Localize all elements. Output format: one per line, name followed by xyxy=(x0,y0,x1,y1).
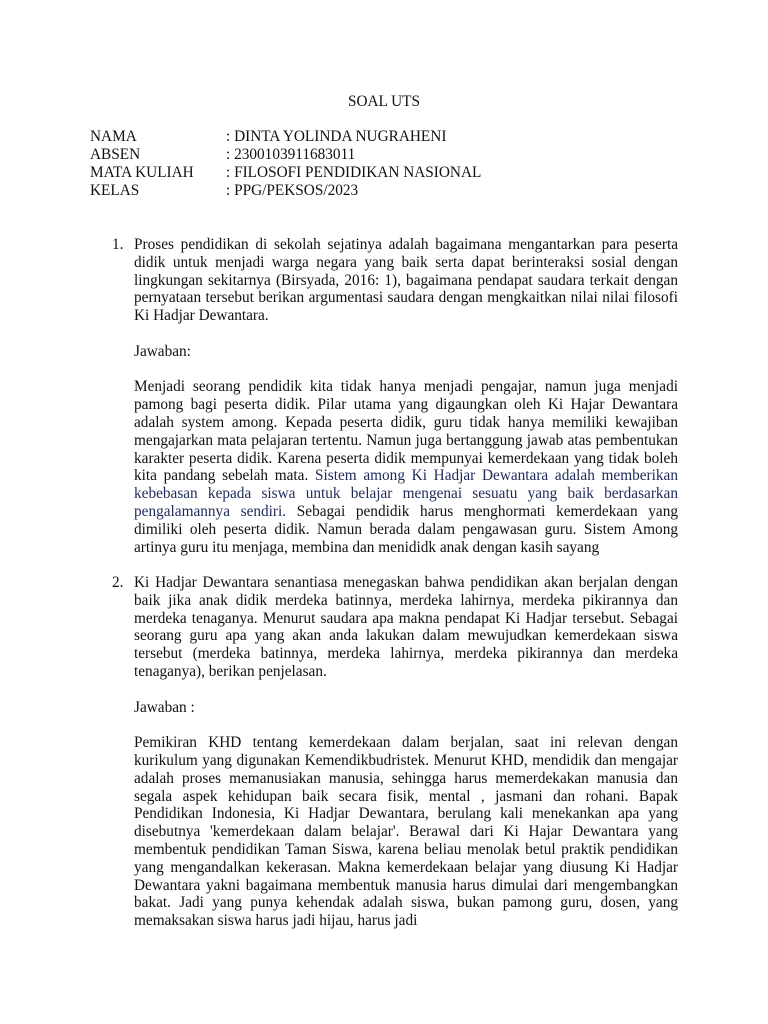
question-text: Proses pendidikan di sekolah sejatinya adalah bagaimana mengantarkan para peserta didik untuk menjadi warga negara yang baik serta dapat berinteraksi sosial dengan lingkungan sekitarnya (Birsyada, 2016: 1), bagaimana pendapat saudara terkait dengan pernyataan tersebut berikan argumentasi saudara dengan mengkaitkan nilai nilai filosofi Ki Hadjar Dewantara. xyxy=(134,236,678,325)
question-number: 1. xyxy=(112,236,124,253)
question-1 xyxy=(112,236,678,556)
question-text: Ki Hadjar Dewantara senantiasa menegaskan bahwa pendidikan akan berjalan dengan baik jika anak didik merdeka batinnya, merdeka lahirnya, merdeka pikirannya dan merdeka tenaganya. Menurut saudara apa makna pendapat Ki Hadjar tersebut. Sebagai seorang guru apa yang akan anda lakukan dalam mewujudkan kemerdekaan siswa tersebut (merdeka batinnya, merdeka lahirnya, merdeka pikirannya dan merdeka tenaganya), berikan penjelasan. xyxy=(134,574,678,680)
question-body xyxy=(134,236,678,556)
info-label: NAMA xyxy=(90,128,137,145)
info-value: : FILOSOFI PENDIDIKAN NASIONAL xyxy=(226,164,482,181)
info-row-nama xyxy=(90,128,481,146)
info-row-absen xyxy=(90,146,481,164)
page-title: SOAL UTS xyxy=(347,93,421,110)
info-label: ABSEN xyxy=(90,146,141,163)
answer-part-2: Sistem among Ki Hadjar Dewantara adalah memberikan kebebasan kepada siswa untuk belajar mengenai sesuatu yang baik berdasarkan pengalamannya sendiri. xyxy=(134,467,678,520)
answer-label: Jawaban : xyxy=(134,698,195,716)
question-number: 2. xyxy=(112,574,124,591)
info-row-kelas xyxy=(90,182,481,200)
answer-part-3: Sebagai pendidik harus menghormati kemerdekaan yang dimiliki oleh peserta didik. Namun berada dalam pengawasan guru. Sistem Among artinya guru itu menjaga, membina dan menididk anak dengan kasih sayang xyxy=(134,502,678,556)
info-label: MATA KULIAH xyxy=(90,164,194,181)
answer-text: Pemikiran KHD tentang kemerdekaan dalam berjalan, saat ini relevan dengan kurikulum yang digunakan Kemendikbudristek. Menurut KHD, mendidik dan mengajar adalah proses memanusiakan manusia, sehingga harus memerdekakan manusia dan segala aspek kehidupan baik secara fisik, mental , jasmani dan rohani. Bapak Pendidikan Indonesia, Ki Hadjar Dewantara, berulang kali menekankan apa yang disebutnya 'kemerdekaan dalam belajar'. Berawal dari Ki Hajar Dewantara yang membentuk pendidikan Taman Siswa, karena beliau menolak betul praktik pendidikan yang mengandalkan kekerasan. Makna kemerdekaan belajar yang diusung Ki Hadjar Dewantara yakni bagaimana membentuk manusia harus dimulai dari mengembangkan bakat. Jadi yang punya kehendak adalah siswa, bukan pamong guru, dosen, yang memaksakan siswa harus jadi hijau, harus jadi xyxy=(134,734,678,930)
info-row-mata-kuliah xyxy=(90,164,481,182)
answer-text xyxy=(134,378,678,556)
info-value: : PPG/PEKSOS/2023 xyxy=(226,182,359,199)
answer-label: Jawaban: xyxy=(134,342,191,360)
info-value: : 2300103911683011 xyxy=(226,146,356,163)
answer-part-1: Menjadi seorang pendidik kita tidak hanya menjadi pengajar, namun juga menjadi pamong bagi peserta didik. Pilar utama yang digaungkan oleh Ki Hajar Dewantara adalah system among. Kepada peserta didik, guru tidak hanya memiliki kewajiban mengajarkan mata pelajaran tertentu. Namun juga bertanggung jawab atas pembentukan karakter peserta didik. Karena peserta didik mempunyai kemerdekaan yang tidak boleh kita pandang sebelah mata. xyxy=(134,378,678,485)
student-info xyxy=(90,128,481,200)
info-label: KELAS xyxy=(90,182,140,199)
question-body xyxy=(134,574,678,930)
question-2 xyxy=(112,574,678,930)
info-value: : DINTA YOLINDA NUGRAHENI xyxy=(226,128,447,145)
